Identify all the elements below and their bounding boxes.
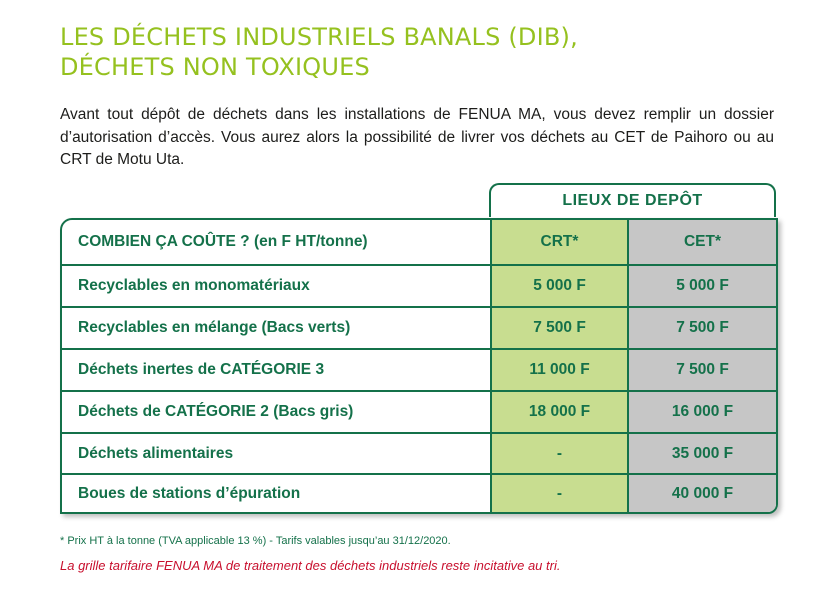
row-crt-price: 7 500 F <box>490 308 627 348</box>
table-row <box>62 266 776 308</box>
price-table <box>60 218 778 514</box>
table-row <box>62 350 776 392</box>
intro-paragraph: Avant tout dépôt de déchets dans les installations de FENUA MA, vous devez remplir un dossier d’autorisation d’accès. Vous aurez alors la possibilité de livrer vos déchets au CET de Paihoro ou au CRT de Motu Uta. <box>60 106 774 168</box>
incentive-note: La grille tarifaire FENUA MA de traitement des déchets industriels reste incitative au tri. <box>60 558 561 573</box>
table-header-row <box>62 220 776 266</box>
page-title-line-1: LES DÉCHETS INDUSTRIELS BANALS (DIB), <box>60 23 578 51</box>
row-cet-price: 35 000 F <box>627 434 776 473</box>
row-cet-price: 7 500 F <box>627 350 776 390</box>
row-label: Déchets inertes de CATÉGORIE 3 <box>78 361 325 378</box>
footnote: * Prix HT à la tonne (TVA applicable 13 %) - Tarifs valables jusqu’au 31/12/2020. <box>60 535 451 547</box>
header-cet: CET* <box>627 220 776 264</box>
row-crt-price: - <box>490 434 627 473</box>
header-crt: CRT* <box>490 220 627 264</box>
row-crt-price: 5 000 F <box>490 266 627 306</box>
row-label: Recyclables en mélange (Bacs verts) <box>78 319 351 336</box>
row-crt-price: - <box>490 475 627 512</box>
page-title <box>60 22 578 82</box>
table-row <box>62 392 776 434</box>
row-cet-price: 16 000 F <box>627 392 776 432</box>
table-row <box>62 308 776 350</box>
row-label: Déchets alimentaires <box>78 444 234 462</box>
table-row <box>62 434 776 475</box>
row-label: Recyclables en monomatériaux <box>78 277 310 294</box>
row-cet-price: 5 000 F <box>627 266 776 306</box>
header-label: COMBIEN ÇA COÛTE ? (en F HT/tonne) <box>78 233 368 250</box>
lieux-de-depot-header: LIEUX DE DEPÔT <box>489 183 776 217</box>
row-label: Déchets de CATÉGORIE 2 (Bacs gris) <box>78 403 354 420</box>
row-crt-price: 18 000 F <box>490 392 627 432</box>
row-cet-price: 40 000 F <box>627 475 776 512</box>
row-cet-price: 7 500 F <box>627 308 776 348</box>
table-row <box>62 475 776 512</box>
row-label: Boues de stations d’épuration <box>78 484 301 502</box>
row-crt-price: 11 000 F <box>490 350 627 390</box>
page-title-line-2: DÉCHETS NON TOXIQUES <box>60 53 370 81</box>
